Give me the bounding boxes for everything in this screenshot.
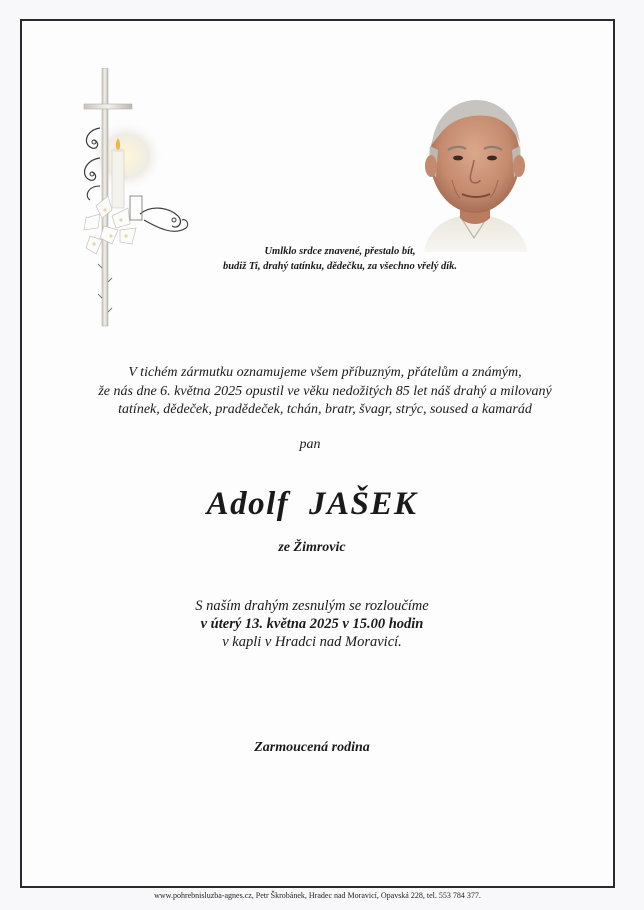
- cross-with-lilies-icon: [78, 68, 192, 330]
- salutation: pan: [299, 437, 321, 452]
- announcement-line-3: tatínek, dědeček, pradědeček, tchán, bratr, švagr, strýc, soused a kamarád: [118, 402, 532, 417]
- family-signature: Zarmoucená rodina: [254, 740, 370, 755]
- verse-line-2: budiž Ti, drahý tatínku, dědečku, za všechno vřelý dík.: [222, 261, 458, 272]
- farewell-date-time: v úterý 13. května 2025 v 15.00 hodin: [200, 616, 424, 632]
- announcement-line-1: V tichém zármutku oznamujeme všem příbuzným, přátelům a známým,: [128, 365, 522, 380]
- deceased-name: Adolf JAŠEK: [206, 486, 418, 522]
- footer-contact: www.pohrebnisluzba-agnes.cz, Petr Škrobánek, Hradec nad Moravicí, Opavská 228, tel. 553 784 377.: [154, 891, 481, 900]
- verse-line-1: Umlklo srdce znavené, přestalo bít,: [264, 246, 416, 257]
- farewell-line-1: S naším drahým zesnulým se rozloučíme: [195, 598, 429, 614]
- memorial-verse: [170, 244, 510, 274]
- farewell-location: v kapli v Hradci nad Moravicí.: [222, 634, 402, 650]
- portrait-photo: [416, 88, 534, 252]
- death-announcement: [40, 364, 610, 420]
- deceased-origin: ze Žimrovic: [278, 540, 346, 555]
- funeral-details: [100, 597, 524, 651]
- announcement-line-2: že nás dne 6. května 2025 opustil ve věku nedožitých 85 let náš drahý a milovaný: [98, 383, 552, 399]
